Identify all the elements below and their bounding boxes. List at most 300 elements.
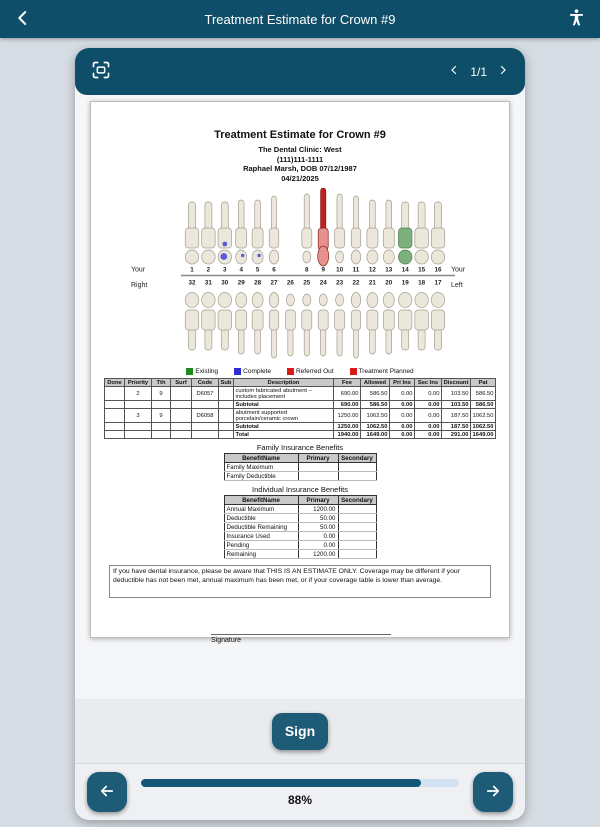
tooth-20-occlusal [383, 293, 394, 308]
table-cell: 0.00 [298, 532, 338, 541]
table-cell: 1200.00 [298, 550, 338, 559]
patient-info: Raphael Marsh, DOB 07/12/1987 [243, 164, 357, 174]
column-header: Pat [471, 379, 496, 387]
side-label-your-right: Your [131, 266, 146, 274]
tooth-27-root [272, 328, 277, 358]
tooth-27-occlusal [269, 293, 279, 308]
table-row [224, 463, 376, 472]
column-header: Surf [171, 379, 192, 387]
table-cell: 9 [152, 387, 171, 401]
tooth-2-occlusal [202, 250, 216, 264]
table-cell: 50.00 [298, 514, 338, 523]
procedure-table [104, 378, 496, 439]
tooth-6-crown [269, 228, 279, 248]
tooth-5-restoration [257, 254, 260, 257]
table-cell: 2 [125, 387, 152, 401]
tooth-32-root [188, 328, 195, 350]
pdf-viewer[interactable] [75, 95, 525, 699]
table-cell: 1250.00 [334, 423, 361, 431]
tooth-number-upper: 15 [418, 266, 426, 274]
table-cell [219, 387, 234, 401]
tooth-20-root [386, 328, 392, 354]
table-row [224, 472, 376, 481]
column-header: Primary [298, 454, 338, 463]
table-cell [298, 463, 338, 472]
tooth-number-lower: 27 [270, 279, 278, 287]
table-cell: D6058 [192, 409, 219, 423]
tooth-17-occlusal [431, 293, 445, 308]
table-cell [338, 514, 376, 523]
table-cell: abutment supported porcelain/ceramic crown [234, 409, 334, 423]
tooth-22-crown [351, 310, 361, 330]
prev-page-button[interactable] [448, 64, 460, 79]
tooth-20-crown [383, 310, 394, 330]
tooth-2-crown [202, 228, 216, 248]
table-cell: 1250.00 [334, 409, 361, 423]
tooth-21-crown [367, 310, 378, 330]
table-cell: 1062.50 [471, 409, 496, 423]
column-header: Secondary [338, 496, 376, 505]
chevron-left-icon [448, 64, 460, 79]
fullscreen-button[interactable] [91, 60, 111, 83]
table-cell: D6057 [192, 387, 219, 401]
tooth-21-root [370, 328, 376, 354]
tooth-number-upper: 9 [321, 266, 325, 274]
tooth-11-occlusal [351, 250, 361, 264]
tooth-number-lower: 20 [385, 279, 393, 287]
clinic-name: The Dental Clinic: West [258, 145, 342, 154]
tooth-9-occlusal [318, 246, 329, 266]
table-cell [338, 523, 376, 532]
table-cell [152, 423, 171, 431]
signature-label: Signature [211, 636, 241, 644]
table-cell [192, 431, 219, 439]
table-header-row [105, 379, 496, 387]
tooth-26-crown [285, 310, 295, 330]
family-benefits-title: Family Insurance Benefits [256, 443, 344, 453]
tooth-28-crown [252, 310, 263, 330]
tooth-number-lower: 17 [434, 279, 442, 287]
tooth-number-lower: 28 [254, 279, 262, 287]
tooth-number-upper: 10 [336, 266, 344, 274]
progress-fill [141, 779, 421, 787]
chevron-left-icon [14, 9, 32, 30]
tooth-10-crown [335, 228, 345, 248]
table-cell: 0.00 [415, 409, 442, 423]
table-cell [219, 409, 234, 423]
table-header-row [224, 454, 376, 463]
table-cell: 187.50 [442, 423, 471, 431]
column-header: Discount [442, 379, 471, 387]
table-cell [152, 401, 171, 409]
table-cell: 586.50 [361, 401, 390, 409]
legend-item [350, 368, 414, 375]
procedure-table-holder [91, 378, 509, 439]
tooth-number-lower: 23 [336, 279, 344, 287]
tooth-12-crown [367, 228, 378, 248]
tooth-13-crown [383, 228, 394, 248]
tooth-19-occlusal [398, 293, 412, 308]
next-page-button[interactable] [497, 64, 509, 79]
tooth-9-root [321, 188, 326, 234]
table-cell: 1649.00 [471, 431, 496, 439]
table-cell: 0.00 [390, 401, 415, 409]
legend-swatch-icon [186, 368, 193, 375]
table-cell: 586.50 [471, 401, 496, 409]
table-cell: 0.00 [415, 387, 442, 401]
column-header: BenefitName [224, 496, 298, 505]
tooth-number-upper: 1 [190, 266, 194, 274]
tooth-30-root [221, 328, 228, 350]
table-header-row [224, 496, 376, 505]
tooth-16-crown [431, 228, 445, 248]
tooth-25-root [304, 328, 309, 356]
clinic-info [91, 145, 509, 183]
table-cell: 0.00 [390, 387, 415, 401]
tooth-16-occlusal [431, 250, 445, 264]
column-header: Done [105, 379, 125, 387]
table-cell: 586.50 [471, 387, 496, 401]
tooth-3-restoration [222, 242, 227, 247]
column-header: Sub [219, 379, 234, 387]
family-benefits-holder [91, 453, 509, 481]
column-header: Sec Ins [415, 379, 442, 387]
tooth-13-occlusal [383, 250, 394, 264]
tooth-number-upper: 6 [272, 266, 276, 274]
table-cell [125, 401, 152, 409]
table-cell [125, 423, 152, 431]
table-cell: Insurance Used [224, 532, 298, 541]
tooth-4-restoration [241, 254, 244, 257]
table-cell [338, 532, 376, 541]
chart-legend [91, 368, 509, 375]
tooth-18-crown [415, 310, 429, 330]
dental-chart-svg [125, 188, 475, 364]
tooth-31-root [205, 328, 212, 350]
table-cell: 103.50 [442, 401, 471, 409]
table-cell [298, 472, 338, 481]
table-cell: 1200.00 [298, 505, 338, 514]
legend-item [287, 368, 334, 375]
page-indicator: 1/1 [470, 64, 487, 79]
table-cell: Subtotal [234, 401, 334, 409]
tooth-number-upper: 5 [255, 266, 260, 274]
document-page [90, 101, 510, 644]
disclaimer-text: If you have dental insurance, please be aware that THIS IS AN ESTIMATE ONLY. Coverage may be different if your deductible has not been met, annual maximum has been met, or if your coverage table is lower than average. [109, 565, 491, 597]
back-button[interactable] [14, 9, 32, 30]
table-cell: Subtotal [234, 423, 334, 431]
side-label-your-left: Your [451, 266, 466, 274]
table-row [105, 387, 496, 401]
table-row [224, 514, 376, 523]
tooth-number-lower: 22 [352, 279, 360, 287]
column-header: Primary [298, 496, 338, 505]
column-header: Code [192, 379, 219, 387]
tooth-5-occlusal [252, 250, 263, 264]
table-cell [171, 387, 192, 401]
signature-line [211, 634, 391, 644]
table-cell: Deductible [224, 514, 298, 523]
column-header: Description [234, 379, 334, 387]
table-cell: Annual Maximum [224, 505, 298, 514]
table-row [224, 523, 376, 532]
arrow-left-icon [98, 782, 116, 803]
tooth-number-lower: 18 [418, 279, 426, 287]
tooth-3-restoration [220, 253, 227, 260]
previous-button[interactable] [87, 772, 127, 812]
table-cell [338, 541, 376, 550]
tooth-32-crown [185, 310, 199, 330]
legend-label: Treatment Planned [358, 368, 414, 376]
table-cell: 690.00 [334, 401, 361, 409]
table-cell [219, 423, 234, 431]
tooth-number-lower: 19 [401, 279, 409, 287]
tooth-number-lower: 26 [286, 279, 294, 287]
table-cell: 1062.50 [361, 409, 390, 423]
table-cell [171, 401, 192, 409]
table-cell [219, 401, 234, 409]
tooth-29-crown [236, 310, 247, 330]
table-cell: 1940.00 [334, 431, 361, 439]
tooth-number-upper: 2 [206, 266, 211, 274]
tooth-17-crown [431, 310, 445, 330]
table-cell: 291.00 [442, 431, 471, 439]
table-cell [152, 431, 171, 439]
table-cell: Family Maximum [224, 463, 298, 472]
table-cell [219, 431, 234, 439]
table-cell [192, 423, 219, 431]
table-cell: Remaining [224, 550, 298, 559]
table-cell: 0.00 [390, 431, 415, 439]
fullscreen-icon [91, 60, 111, 83]
tooth-number-upper: 13 [385, 266, 393, 274]
legend-swatch-icon [350, 368, 357, 375]
table-cell [171, 431, 192, 439]
tooth-22-occlusal [351, 293, 361, 308]
column-header: BenefitName [224, 454, 298, 463]
column-header: Priority [125, 379, 152, 387]
tooth-number-upper: 4 [239, 266, 243, 274]
tooth-number-lower: 31 [204, 279, 212, 287]
table-cell: 0.00 [415, 431, 442, 439]
table-cell: 0.00 [298, 541, 338, 550]
table-cell [192, 401, 219, 409]
document-title: Treatment Estimate for Crown #9 [214, 129, 386, 141]
table-cell [105, 431, 125, 439]
legend-swatch-icon [287, 368, 294, 375]
tooth-18-root [418, 328, 425, 350]
progress-track [141, 779, 459, 787]
viewer-toolbar [75, 48, 525, 95]
table-row [105, 431, 496, 439]
tooth-27-crown [269, 310, 279, 330]
table-cell: 187.50 [442, 409, 471, 423]
tooth-number-lower: 30 [221, 279, 229, 287]
tooth-23-crown [335, 310, 345, 330]
tooth-17-root [434, 328, 441, 350]
column-header: Allowed [361, 379, 390, 387]
table-cell [105, 409, 125, 423]
side-label-your-right: Right [131, 282, 148, 290]
table-row [105, 423, 496, 431]
progress-percent: 88% [287, 793, 313, 807]
table-cell: 3 [125, 409, 152, 423]
individual-benefits-holder [91, 495, 509, 559]
tooth-1-crown [185, 228, 199, 248]
pager [448, 64, 509, 79]
table-cell: 1062.50 [361, 423, 390, 431]
tooth-14-crown [398, 228, 412, 248]
tooth-number-upper: 11 [352, 266, 360, 274]
individual-benefits-title: Individual Insurance Benefits [252, 485, 348, 495]
tooth-number-upper: 12 [368, 266, 376, 274]
column-header: Fee [334, 379, 361, 387]
bottom-navbar [75, 763, 525, 820]
table-row [105, 409, 496, 423]
legend-label: Referred Out [295, 368, 334, 376]
table-cell: 0.00 [415, 401, 442, 409]
table-cell [105, 387, 125, 401]
tooth-24-occlusal [319, 294, 327, 306]
page-title: Treatment Estimate for Crown #9 [204, 11, 396, 27]
table-cell: 0.00 [390, 409, 415, 423]
tooth-18-occlusal [415, 293, 429, 308]
tooth-26-root [288, 328, 293, 356]
tooth-number-lower: 24 [319, 279, 327, 287]
clinic-phone: (111)111-1111 [276, 154, 324, 164]
tooth-1-occlusal [185, 250, 199, 264]
legend-label: Complete [243, 368, 271, 376]
tooth-4-crown [236, 228, 247, 248]
tooth-number-upper: 16 [434, 266, 442, 274]
tooth-25-crown [302, 310, 312, 330]
legend-label: Existing [195, 368, 219, 376]
tooth-30-crown [218, 310, 232, 330]
tooth-6-occlusal [269, 250, 279, 264]
tooth-32-occlusal [185, 293, 199, 308]
table-cell: custom fabricated abutment – includes placement [234, 387, 334, 401]
column-header: Tth [152, 379, 171, 387]
table-cell [171, 423, 192, 431]
table-cell [338, 550, 376, 559]
tooth-8-crown [302, 228, 312, 248]
tooth-23-root [337, 328, 342, 356]
tooth-21-occlusal [367, 293, 378, 308]
table-cell: Family Deductible [224, 472, 298, 481]
tooth-31-crown [202, 310, 216, 330]
table-cell: 1062.50 [471, 423, 496, 431]
individual-benefits-table [224, 495, 377, 559]
accessibility-icon [567, 8, 586, 30]
tooth-14-occlusal [398, 250, 412, 264]
tooth-number-lower: 29 [237, 279, 245, 287]
tooth-29-occlusal [236, 293, 247, 308]
tooth-number-lower: 25 [303, 279, 311, 287]
table-cell: Total [234, 431, 334, 439]
legend-item [186, 368, 218, 375]
tooth-5-crown [252, 228, 263, 248]
tooth-11-crown [351, 228, 361, 248]
tooth-10-occlusal [336, 251, 344, 263]
tooth-30-occlusal [218, 293, 232, 308]
app-header [0, 0, 600, 38]
table-cell: Pending [224, 541, 298, 550]
tooth-29-root [238, 328, 244, 354]
table-cell: 1649.00 [361, 431, 390, 439]
table-cell: 0.00 [390, 423, 415, 431]
tooth-12-occlusal [367, 250, 378, 264]
tooth-26-occlusal [286, 294, 294, 306]
chevron-right-icon [497, 64, 509, 79]
table-cell: 9 [152, 409, 171, 423]
tooth-22-root [354, 328, 359, 358]
table-row [105, 401, 496, 409]
tooth-number-lower: 21 [368, 279, 376, 287]
table-row [224, 550, 376, 559]
tooth-28-occlusal [252, 293, 263, 308]
tooth-4-occlusal [236, 250, 247, 264]
accessibility-button[interactable] [567, 8, 586, 30]
table-row [224, 532, 376, 541]
tooth-8-occlusal [303, 251, 311, 263]
progress [141, 779, 459, 807]
table-cell: 586.50 [361, 387, 390, 401]
column-header: Secondary [338, 454, 376, 463]
table-cell [105, 423, 125, 431]
table-cell [338, 505, 376, 514]
document-card [75, 48, 525, 820]
tooth-19-crown [398, 310, 412, 330]
arrow-right-icon [484, 782, 502, 803]
table-cell: 103.50 [442, 387, 471, 401]
table-cell [338, 472, 376, 481]
tooth-24-crown [318, 310, 328, 330]
tooth-number-upper: 14 [401, 266, 409, 274]
dental-chart [91, 188, 509, 364]
table-cell [338, 463, 376, 472]
table-row [224, 505, 376, 514]
tooth-24-root [321, 328, 326, 356]
side-label-your-left: Left [451, 282, 463, 290]
table-cell [125, 431, 152, 439]
tooth-31-occlusal [202, 293, 216, 308]
legend-item [234, 368, 271, 375]
legend-swatch-icon [234, 368, 241, 375]
column-header: Pri Ins [390, 379, 415, 387]
table-cell [105, 401, 125, 409]
tooth-number-upper: 8 [305, 266, 309, 274]
table-cell: 0.00 [415, 423, 442, 431]
tooth-number-upper: 3 [223, 266, 227, 274]
tooth-number-lower: 32 [188, 279, 196, 287]
tooth-19-root [402, 328, 409, 350]
stage [0, 38, 600, 827]
sign-area [75, 699, 525, 763]
next-button[interactable] [473, 772, 513, 812]
tooth-28-root [255, 328, 261, 354]
table-cell [171, 409, 192, 423]
tooth-15-occlusal [415, 250, 429, 264]
tooth-23-occlusal [336, 294, 344, 306]
sign-button[interactable]: Sign [272, 713, 328, 750]
table-cell: Deductible Remaining [224, 523, 298, 532]
family-benefits-table [224, 453, 377, 481]
table-row [224, 541, 376, 550]
table-cell: 50.00 [298, 523, 338, 532]
table-cell: 690.00 [334, 387, 361, 401]
tooth-25-occlusal [303, 294, 311, 306]
tooth-15-crown [415, 228, 429, 248]
